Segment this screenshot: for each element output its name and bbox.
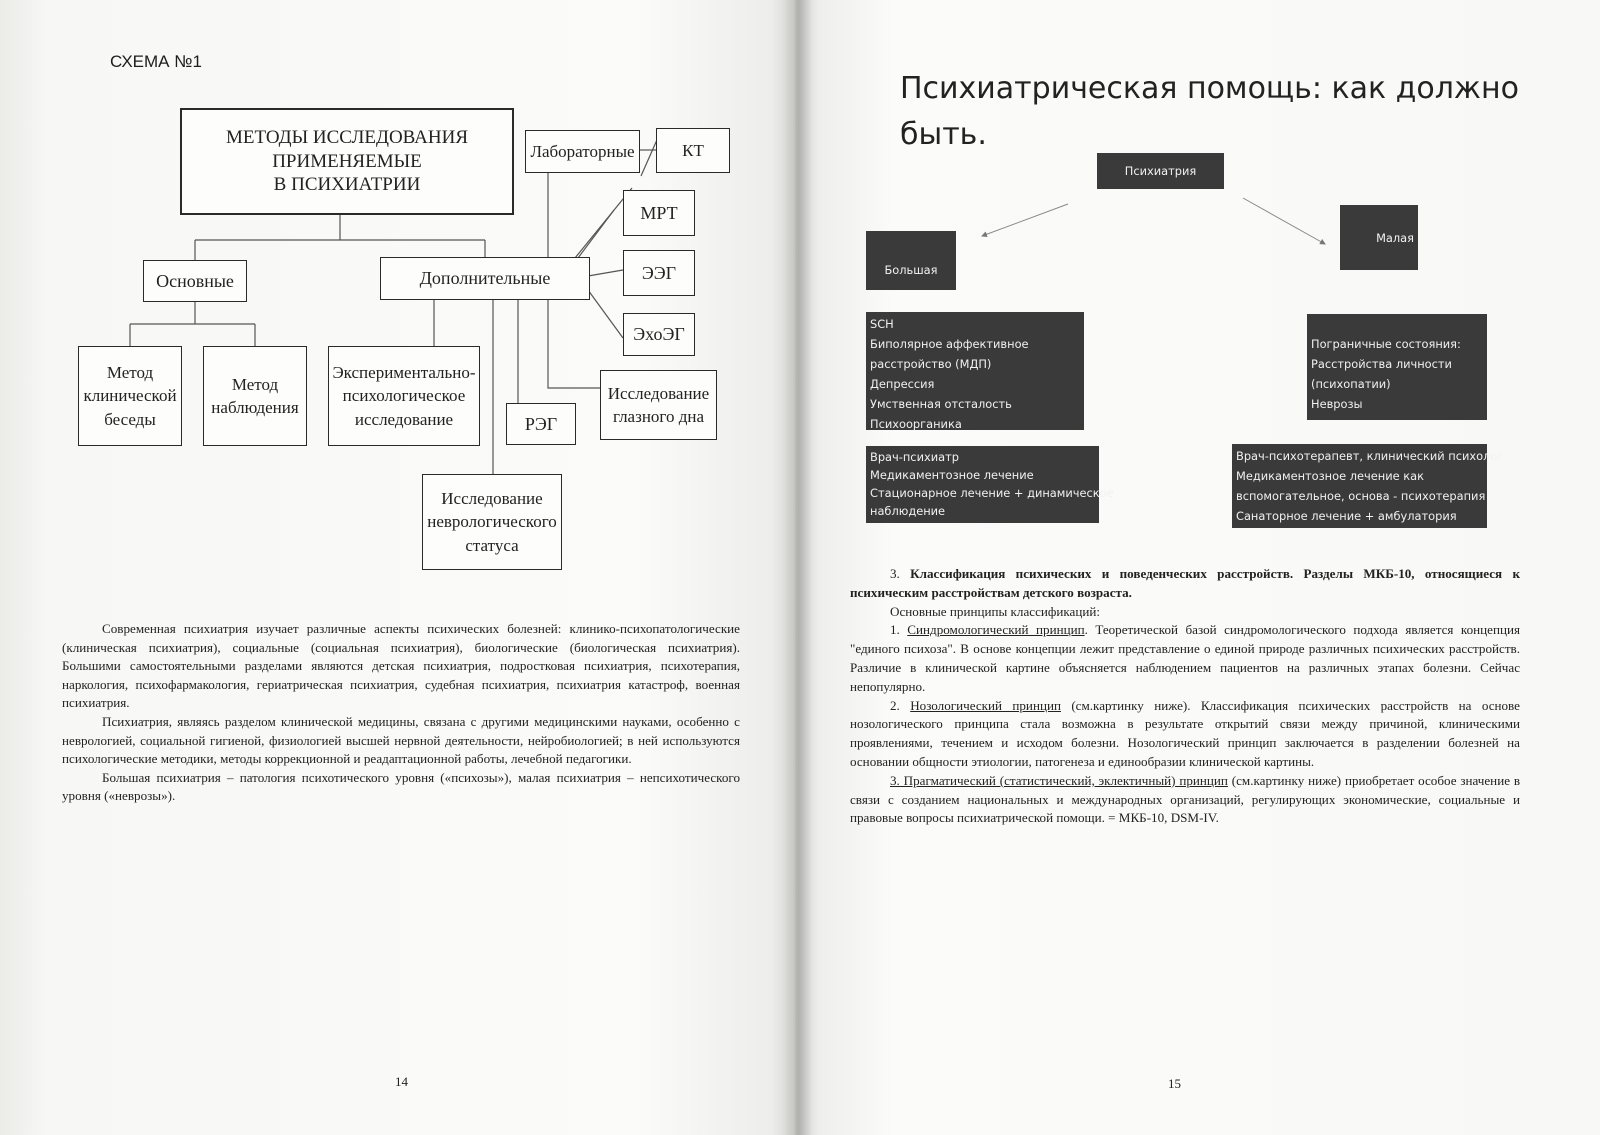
box-psychiatry: Психиатрия bbox=[1097, 153, 1224, 189]
box-clinical-interview: Метод клинической беседы bbox=[78, 346, 182, 446]
left-body-text bbox=[62, 620, 740, 806]
scheme-title: СХЕМА №1 bbox=[110, 52, 202, 71]
box-osnovnye: Основные bbox=[143, 260, 247, 302]
principle-1: 1. Синдромологический принцип. Теоретической базой синдромологического подхода является концепция "единого психоза". В основе концепции лежит представление о единой природе различных психических расстройств. Различие в клинической картине объясняется наблюдением пациентов на различных этапах болезни. Сейчас непопулярно. bbox=[850, 622, 1520, 694]
box-minor-disorders: Пограничные состояния: Расстройства личности (психопатии) Неврозы bbox=[1307, 314, 1487, 420]
box-neurological-status: Исследование неврологического статуса bbox=[422, 474, 562, 570]
box-eeg: ЭЭГ bbox=[623, 250, 695, 296]
box-major-psychiatry: Большая bbox=[866, 231, 956, 290]
box-kt: КТ bbox=[656, 128, 730, 173]
box-experimental-psychological: Экспериментально- психологическое исследование bbox=[328, 346, 480, 446]
left-paragraph-2: Психиатрия, являясь разделом клинической медицины, связана с другими медицинскими науками, особенно с неврологией, социальной гигиеной, физиологией высшей нервной деятельности, нейробиологией; в ней используются психологические методики, методы коррекционной и реадаптационной работы, лечебной педагогики. bbox=[62, 713, 740, 767]
box-dopolnitelnye: Дополнительные bbox=[380, 257, 590, 300]
box-minor-care: Врач-психотерапевт, клинический психолог Медикаментозное лечение как вспомогательное, основа - психотерапия Санаторное лечение + амбулатория bbox=[1232, 444, 1487, 528]
principle-2: 2. Нозологический принцип (см.картинку ниже). Классификация психических расстройств на основе нозологического принципа стала возможна в результате открытий связи между причиной, клиническими проявлениями, течением и исходом болезни. Нозологический принцип заключается в разделении болезней на основании общности этиологии, патогенеза и единообразии клинической картины. bbox=[850, 697, 1520, 769]
section-heading: 3. Классификация психических и поведенческих расстройств. Разделы МКБ-10, относящиеся к психическим расстройствам детского возраста. bbox=[850, 566, 1520, 600]
box-fundus-exam: Исследование глазного дна bbox=[600, 370, 717, 440]
box-minor-psychiatry: Малая bbox=[1340, 205, 1418, 270]
box-observation: Метод наблюдения bbox=[203, 346, 307, 446]
page-number-left: 14 bbox=[395, 1074, 408, 1089]
principles-intro: Основные принципы классификаций: bbox=[890, 603, 1101, 619]
box-reg: РЭГ bbox=[506, 403, 576, 445]
right-body-text bbox=[850, 565, 1520, 828]
slide-title: Психиатрическая помощь: как должно быть. bbox=[900, 71, 1519, 152]
box-major-disorders: SCH Биполярное аффективное расстройство (МДП) Депрессия Умственная отсталость Психоорганика bbox=[866, 312, 1084, 430]
principle-3: 3. Прагматический (статистический, эклектичный) принцип (см.картинку ниже) приобретает особое значение в связи с созданием национальных и международных организаций, регулирующих экономические, социальные и правовые вопросы психиатрической помощи. = МКБ-10, DSM-IV. bbox=[850, 772, 1520, 826]
left-paragraph-1: Современная психиатрия изучает различные аспекты психических болезней: клинико-психопатологические (клиническая психиатрия), социальные (социальная психиатрия), биологические (биологическая психиатрия). Большими самостоятельными разделами являются детская психиатрия, подростковая психиатрия, психотерапия, наркология, психофармакология, гериатрическая психиатрия, судебная психиатрия, психиатрия катастроф, военная психиатрия. bbox=[62, 621, 740, 711]
page-number-right: 15 bbox=[1168, 1076, 1181, 1091]
left-paragraph-3: Большая психиатрия – патология психотического уровня («психозы»), малая психиатрия – непсихотического уровня («неврозы»). bbox=[62, 769, 740, 804]
diagram-main-box: МЕТОДЫ ИССЛЕДОВАНИЯ ПРИМЕНЯЕМЫЕ В ПСИХИАТРИИ bbox=[180, 108, 514, 215]
box-laboratornye: Лабораторные bbox=[525, 130, 640, 173]
box-mrt: МРТ bbox=[623, 190, 695, 236]
box-major-care: Врач-психиатр Медикаментозное лечение Стационарное лечение + динамическое наблюдение bbox=[866, 446, 1099, 523]
box-echoeg: ЭхоЭГ bbox=[623, 313, 695, 356]
